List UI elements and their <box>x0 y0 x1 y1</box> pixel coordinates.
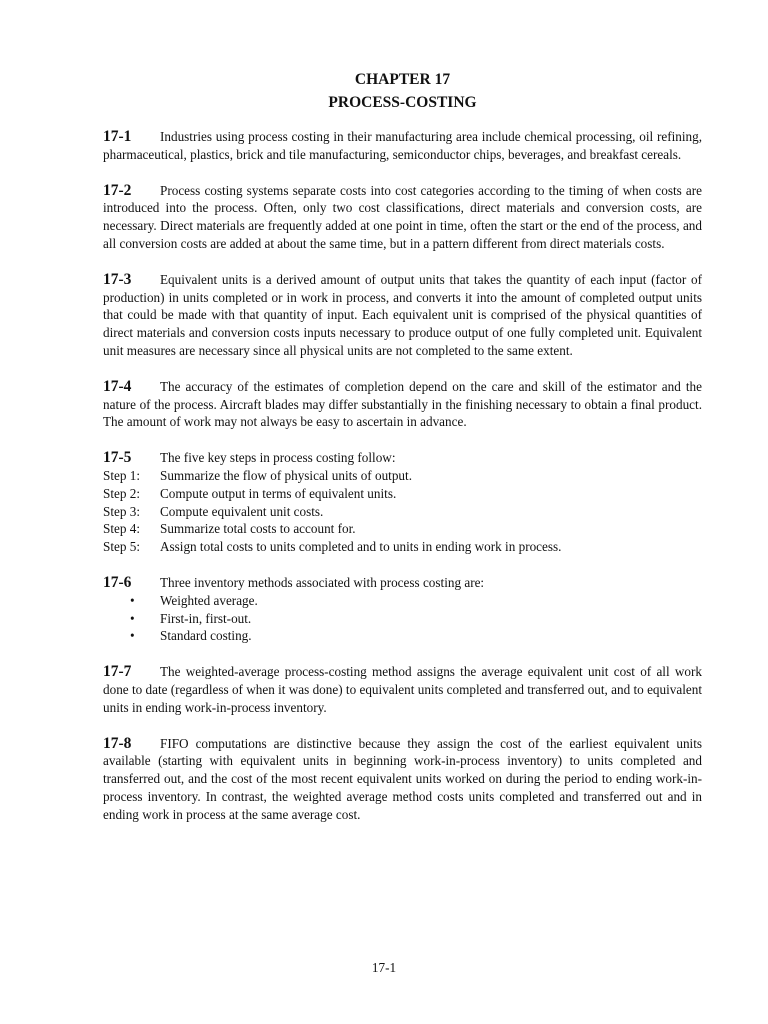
step-item <box>103 503 702 521</box>
step-item <box>103 467 702 485</box>
chapter-subtitle: PROCESS-COSTING <box>328 94 477 111</box>
list-item-text: Weighted average. <box>160 592 258 608</box>
step-label: Step 4: <box>103 521 140 537</box>
step-text: Compute equivalent unit costs. <box>160 503 324 519</box>
step-label: Step 1: <box>103 467 140 483</box>
question-17-7 <box>103 663 702 716</box>
question-17-1 <box>103 128 702 164</box>
question-17-6 <box>103 574 702 645</box>
list-item <box>103 592 702 610</box>
question-17-4 <box>103 378 702 431</box>
step-text: Assign total costs to units completed and to units in ending work in process. <box>160 539 562 555</box>
bullet-icon: • <box>130 610 135 626</box>
step-text: Summarize the flow of physical units of output. <box>160 467 412 483</box>
step-label: Step 3: <box>103 503 140 519</box>
question-text: Equivalent units is a derived amount of output units that takes the quantity of each input (factor of production) in units completed or in work in process, and converts it into the amount of completed output units that could be made with that quantity of input. Each equivalent unit is comprised of the physical quantities of direct materials and conversion costs inputs necessary to produce output of one fully completed unit. Equivalent unit measures are necessary since all physical units are not completed to the same extent. <box>103 271 702 358</box>
list-item-text: Standard costing. <box>160 628 252 644</box>
chapter-heading <box>103 68 702 114</box>
question-number: 17-6 <box>103 573 132 591</box>
question-number: 17-8 <box>103 734 132 752</box>
step-item <box>103 520 702 538</box>
question-number: 17-2 <box>103 181 132 199</box>
question-text: FIFO computations are distinctive because they assign the cost of the earliest equivalent units available (starting with equivalent units in beginning work-in-process inventory) to units completed and transferred out, and the cost of the most recent equivalent units worked on during the period to ending work-in-process inventory. In contrast, the weighted average method costs units completed and transferred out and in ending work in process at the same average cost. <box>103 735 702 822</box>
question-17-2 <box>103 182 702 253</box>
question-intro: The five key steps in process costing follow: <box>160 450 396 466</box>
step-label: Step 5: <box>103 539 140 555</box>
question-text: Industries using process costing in their manufacturing area include chemical processing, oil refining, pharmaceutical, plastics, brick and tile manufacturing, semiconductor chips, beverages, and breakfast cereals. <box>103 129 702 162</box>
question-number: 17-1 <box>103 128 132 145</box>
bullet-icon: • <box>130 592 135 608</box>
question-text: Process costing systems separate costs into cost categories according to the timing of when costs are introduced into the process. Often, only two cost classifications, direct materials and conversion costs, are necessary. Direct materials are frequently added at one point in time, often the start or the end of the process, and all conversion costs are added at about the same time, but in a pattern different from direct materials costs. <box>103 182 702 251</box>
list-item <box>103 610 702 628</box>
question-intro: Three inventory methods associated with process costing are: <box>160 574 485 590</box>
question-17-8 <box>103 735 702 824</box>
step-text: Compute output in terms of equivalent units. <box>160 485 397 501</box>
list-item-text: First-in, first-out. <box>160 610 252 626</box>
question-number: 17-3 <box>103 270 132 288</box>
step-label: Step 2: <box>103 485 140 501</box>
question-number: 17-5 <box>103 449 132 467</box>
question-number: 17-7 <box>103 663 132 681</box>
question-17-5 <box>103 449 702 556</box>
step-item <box>103 538 702 556</box>
bullet-icon: • <box>130 628 135 644</box>
step-item <box>103 485 702 503</box>
list-item <box>103 627 702 645</box>
chapter-label: CHAPTER 17 <box>354 71 451 88</box>
page-number: 17-1 <box>371 960 397 975</box>
question-17-3 <box>103 271 702 360</box>
step-text: Summarize total costs to account for. <box>160 521 356 537</box>
question-text: The accuracy of the estimates of completion depend on the care and skill of the estimator and the nature of the process. Aircraft blades may differ substantially in the finishing necessary to obtain a final product. The amount of work may not always be easy to ascertain in advance. <box>103 378 702 430</box>
question-text: The weighted-average process-costing method assigns the average equivalent unit cost of all work done to date (regardless of when it was done) to equivalent units completed and transferred out, and to equivalent units in ending work-in-process inventory. <box>103 664 702 715</box>
question-number: 17-4 <box>103 377 132 395</box>
methods-list <box>103 592 702 645</box>
steps-list <box>103 467 702 556</box>
